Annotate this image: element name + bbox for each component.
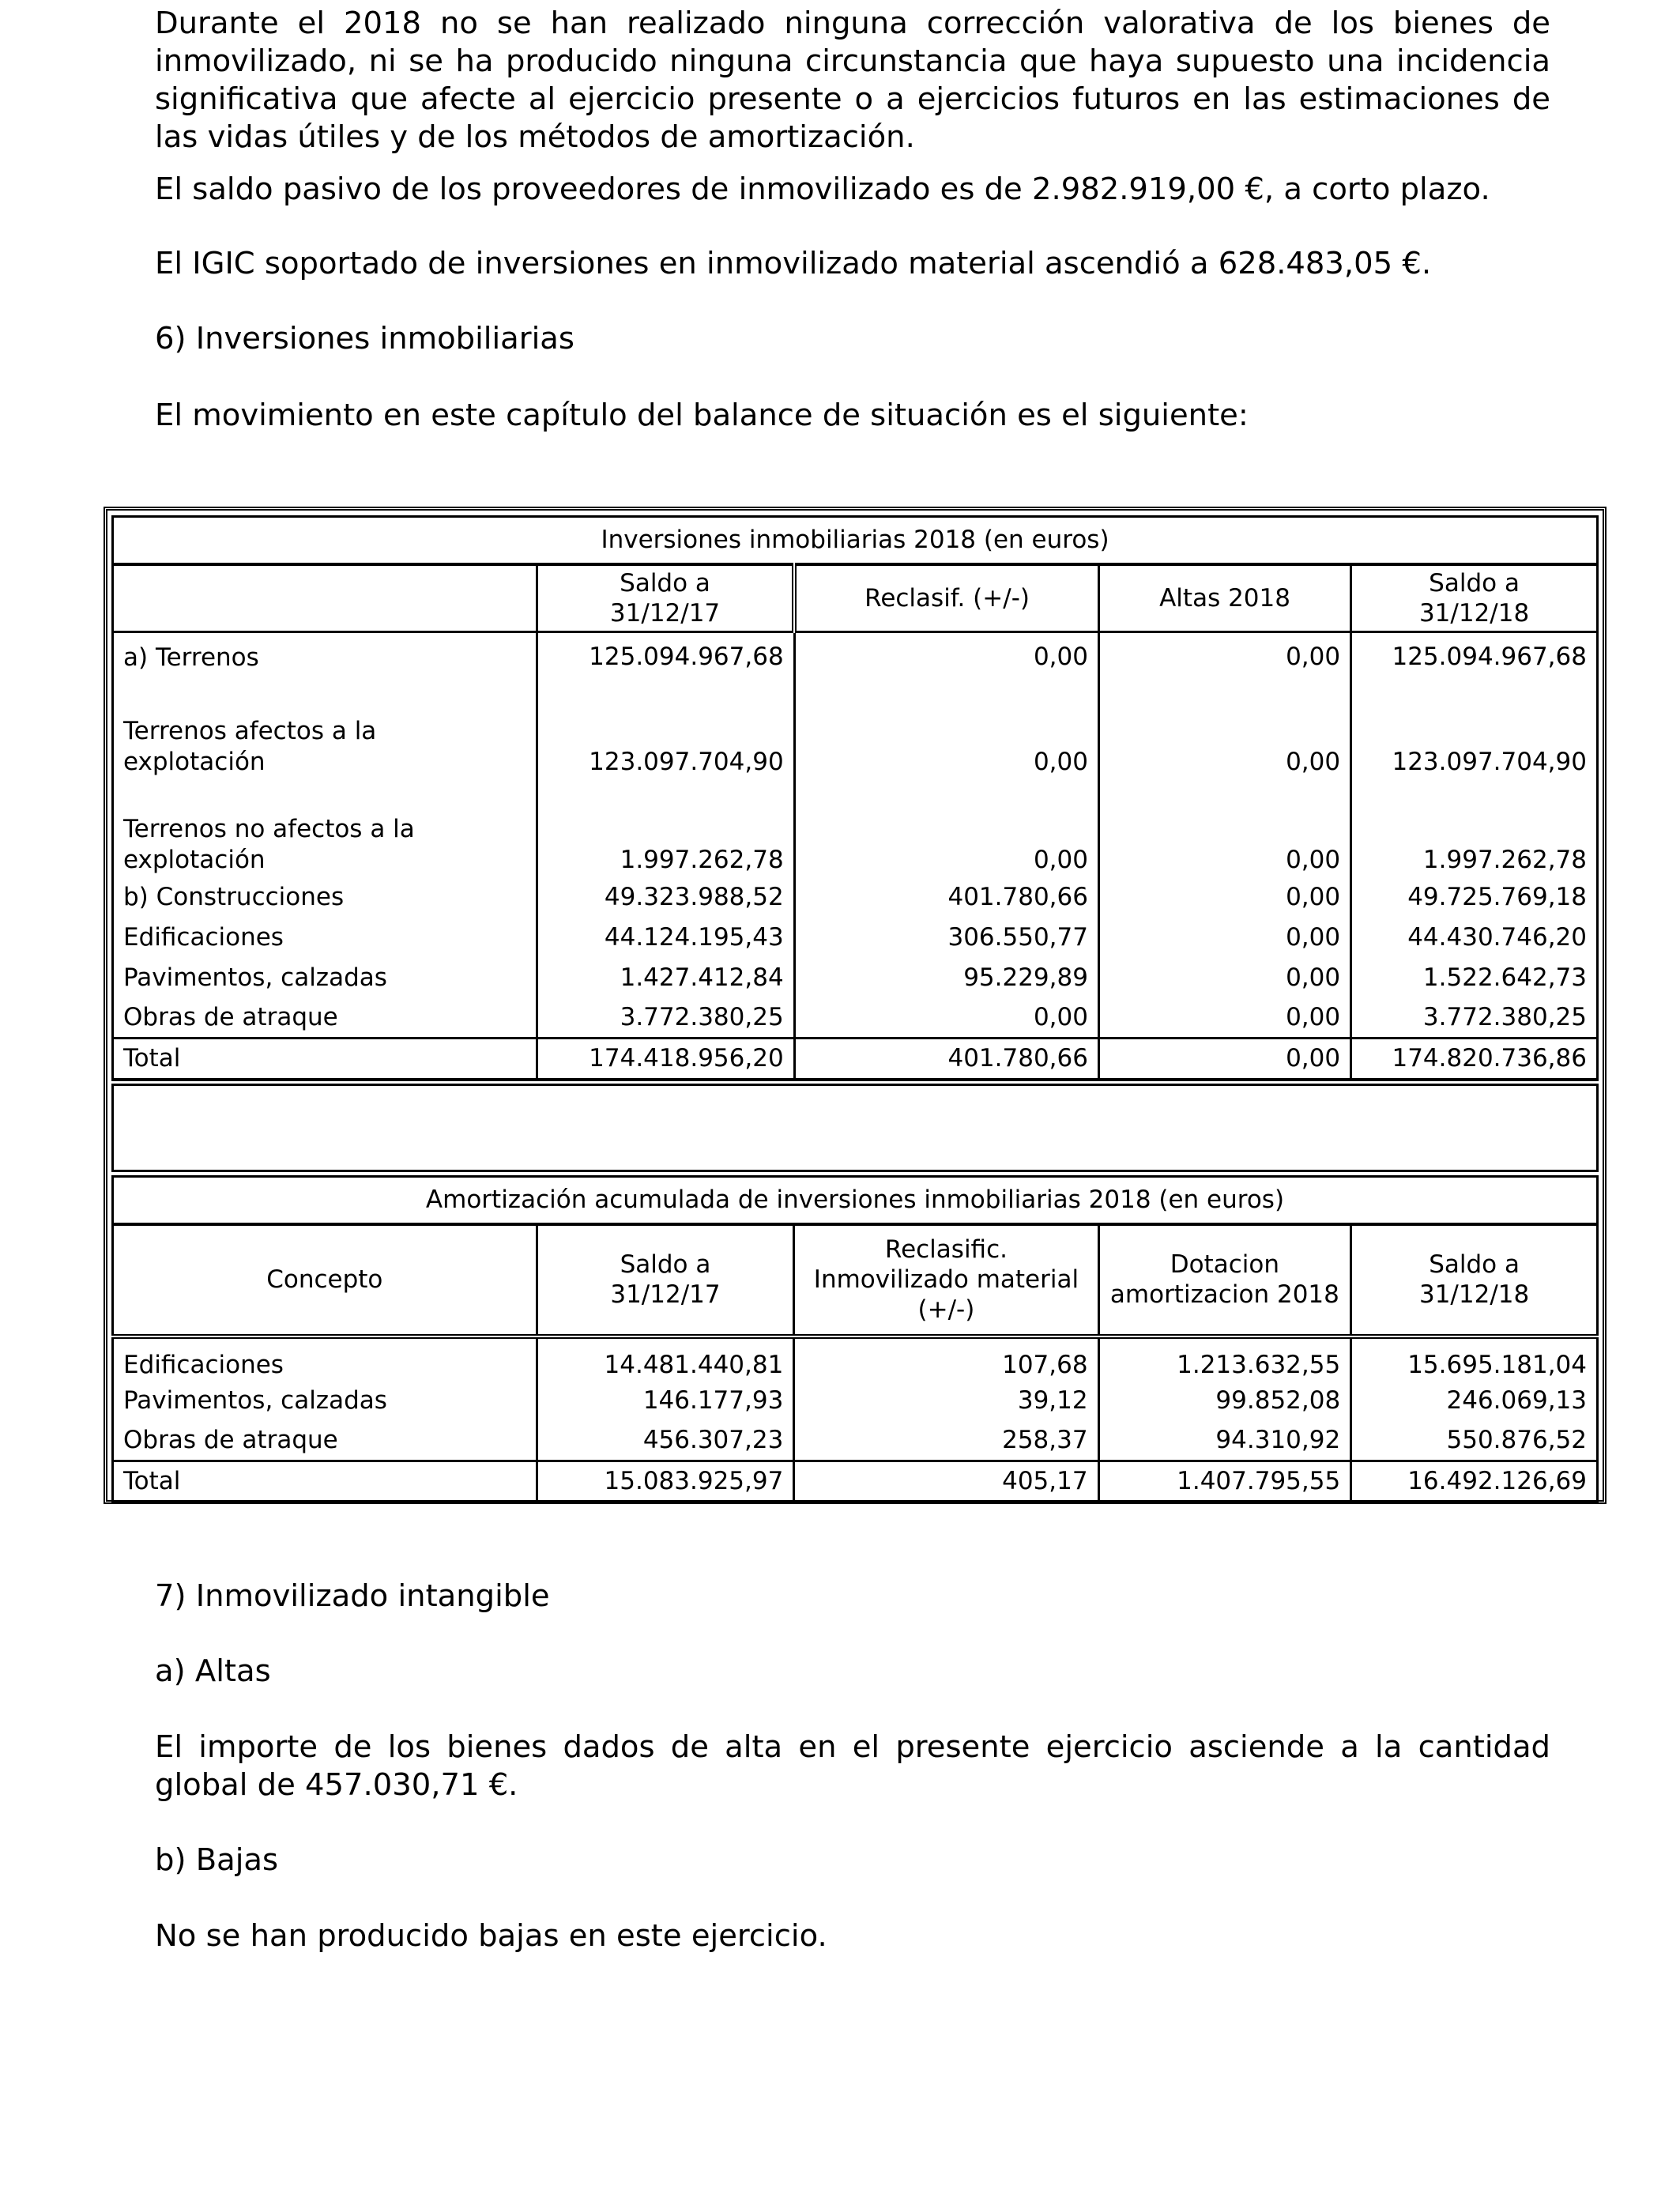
intro-line: significativa que afecte al ejercicio presente o a ejercicios futuros en las estimaciones de bbox=[155, 81, 1550, 117]
total-value: 174.418.956,20 bbox=[537, 1039, 794, 1080]
row-value: 0,00 bbox=[1098, 918, 1350, 958]
row-value: 3.772.380,25 bbox=[537, 998, 794, 1039]
row-value: 39,12 bbox=[794, 1381, 1098, 1421]
total-value: 0,00 bbox=[1098, 1039, 1350, 1080]
row-value: 49.323.988,52 bbox=[537, 877, 794, 918]
table-header-cell bbox=[1351, 564, 1598, 632]
row-value: 1.522.642,73 bbox=[1351, 958, 1598, 998]
row-label: Obras de atraque bbox=[113, 998, 537, 1039]
row-value: 0,00 bbox=[1098, 779, 1350, 877]
header-saldo-1217: Saldo a bbox=[620, 1250, 711, 1279]
bajas-text: No se han producido bajas en este ejercicio. bbox=[155, 1918, 827, 1954]
table-row bbox=[113, 779, 1598, 877]
row-value: 1.997.262,78 bbox=[537, 779, 794, 877]
intro-line: las vidas útiles y de los métodos de amortización. bbox=[155, 119, 915, 155]
header-reclasific-line: Inmovilizado material bbox=[813, 1265, 1079, 1294]
section-6-title: 6) Inversiones inmobiliarias bbox=[155, 321, 574, 356]
header-saldo-1218-date: 31/12/18 bbox=[1418, 598, 1530, 628]
header-saldo-1218-date: 31/12/18 bbox=[1418, 1280, 1530, 1309]
header-dotacion-line: amortizacion 2018 bbox=[1109, 1280, 1339, 1309]
amortizacion-table bbox=[111, 1175, 1599, 1504]
row-value: 44.124.195,43 bbox=[537, 918, 794, 958]
row-value: 0,00 bbox=[794, 632, 1098, 681]
header-reclasific-line: (+/-) bbox=[917, 1295, 975, 1324]
row-value: 0,00 bbox=[1098, 958, 1350, 998]
row-label: b) Construcciones bbox=[113, 877, 537, 918]
row-value: 0,00 bbox=[1098, 998, 1350, 1039]
row-label bbox=[113, 779, 537, 877]
total-value: 15.083.925,97 bbox=[537, 1461, 794, 1502]
row-value: 1.213.632,55 bbox=[1098, 1336, 1351, 1381]
total-value: 401.780,66 bbox=[794, 1039, 1098, 1080]
row-value: 0,00 bbox=[794, 998, 1098, 1039]
amortizacion-table-title: Amortización acumulada de inversiones inmobiliarias 2018 (en euros) bbox=[113, 1177, 1598, 1224]
total-row bbox=[113, 1461, 1598, 1502]
row-label-line: Terrenos afectos a la bbox=[123, 716, 377, 745]
row-label bbox=[113, 681, 537, 779]
section-7-title: 7) Inmovilizado intangible bbox=[155, 1578, 550, 1614]
table-row bbox=[113, 1336, 1598, 1381]
header-reclasif: Reclasif. (+/-) bbox=[794, 564, 1098, 632]
total-row bbox=[113, 1039, 1598, 1080]
row-label-line: explotación bbox=[123, 747, 266, 776]
table-row bbox=[113, 958, 1598, 998]
row-value: 15.695.181,04 bbox=[1351, 1336, 1598, 1381]
row-value: 94.310,92 bbox=[1098, 1421, 1351, 1461]
row-value: 125.094.967,68 bbox=[1351, 632, 1598, 681]
intro-paragraph bbox=[155, 5, 1550, 156]
row-value: 0,00 bbox=[1098, 877, 1350, 918]
row-value: 107,68 bbox=[794, 1336, 1098, 1381]
row-label: Pavimentos, calzadas bbox=[113, 1381, 537, 1421]
intro-line: inmovilizado, ni se ha producido ninguna circunstancia que haya supuesto una incidencia bbox=[155, 43, 1550, 79]
row-value: 1.997.262,78 bbox=[1351, 779, 1598, 877]
altas-paragraph bbox=[155, 1728, 1550, 1804]
total-value: 16.492.126,69 bbox=[1351, 1461, 1598, 1502]
table-header-cell bbox=[1098, 1224, 1351, 1336]
row-value: 0,00 bbox=[1098, 632, 1350, 681]
table-row bbox=[113, 918, 1598, 958]
row-label: Pavimentos, calzadas bbox=[113, 958, 537, 998]
header-saldo-1217: Saldo a bbox=[620, 568, 710, 598]
row-value: 0,00 bbox=[794, 779, 1098, 877]
row-value: 14.481.440,81 bbox=[537, 1336, 794, 1381]
row-value: 0,00 bbox=[1098, 681, 1350, 779]
row-value: 306.550,77 bbox=[794, 918, 1098, 958]
row-value: 99.852,08 bbox=[1098, 1381, 1351, 1421]
altas-title: a) Altas bbox=[155, 1653, 271, 1689]
table-row bbox=[113, 877, 1598, 918]
tables-frame bbox=[104, 507, 1607, 1504]
row-value: 246.069,13 bbox=[1351, 1381, 1598, 1421]
total-label: Total bbox=[113, 1461, 537, 1502]
row-label-line: Terrenos no afectos a la bbox=[123, 814, 415, 843]
section-6-intro: El movimiento en este capítulo del balance de situación es el siguiente: bbox=[155, 398, 1249, 433]
row-value: 49.725.769,18 bbox=[1351, 877, 1598, 918]
table-row bbox=[113, 998, 1598, 1039]
table-row bbox=[113, 1381, 1598, 1421]
table-row bbox=[113, 1421, 1598, 1461]
row-value: 3.772.380,25 bbox=[1351, 998, 1598, 1039]
row-value: 456.307,23 bbox=[537, 1421, 794, 1461]
row-value: 258,37 bbox=[794, 1421, 1098, 1461]
total-value: 174.820.736,86 bbox=[1351, 1039, 1598, 1080]
bajas-title: b) Bajas bbox=[155, 1842, 279, 1878]
igic-text: El IGIC soportado de inversiones en inmovilizado material ascendió a 628.483,05 €. bbox=[155, 246, 1432, 281]
row-value: 123.097.704,90 bbox=[537, 681, 794, 779]
row-value: 44.430.746,20 bbox=[1351, 918, 1598, 958]
header-saldo-1218: Saldo a bbox=[1429, 1250, 1520, 1279]
row-label: Obras de atraque bbox=[113, 1421, 537, 1461]
row-label: Edificaciones bbox=[113, 918, 537, 958]
row-value: 95.229,89 bbox=[794, 958, 1098, 998]
header-saldo-1218: Saldo a bbox=[1429, 568, 1520, 598]
header-dotacion: Dotacion bbox=[1170, 1250, 1280, 1279]
header-concepto: Concepto bbox=[113, 1224, 537, 1336]
inversiones-table-title: Inversiones inmobiliarias 2018 (en euros) bbox=[113, 517, 1598, 564]
table-header-cell bbox=[794, 1224, 1098, 1336]
table-header-cell bbox=[537, 564, 794, 632]
header-saldo-1217-date: 31/12/17 bbox=[610, 1280, 721, 1309]
inversiones-table bbox=[111, 515, 1599, 1081]
intro-line: Durante el 2018 no se han realizado ninguna corrección valorativa de los bienes de bbox=[155, 6, 1550, 41]
row-value: 401.780,66 bbox=[794, 877, 1098, 918]
table-spacer-row bbox=[111, 1084, 1599, 1172]
header-saldo-1217-date: 31/12/17 bbox=[609, 598, 721, 628]
total-value: 405,17 bbox=[794, 1461, 1098, 1502]
total-label: Total bbox=[113, 1039, 537, 1080]
table-header-cell bbox=[537, 1224, 794, 1336]
table-header-cell bbox=[113, 564, 537, 632]
table-row bbox=[113, 632, 1598, 681]
row-label: a) Terrenos bbox=[113, 632, 537, 681]
row-value: 125.094.967,68 bbox=[537, 632, 794, 681]
row-value: 123.097.704,90 bbox=[1351, 681, 1598, 779]
saldo-pasivo-text: El saldo pasivo de los proveedores de inmovilizado es de 2.982.919,00 €, a corto plazo. bbox=[155, 172, 1490, 207]
row-value: 550.876,52 bbox=[1351, 1421, 1598, 1461]
row-label: Edificaciones bbox=[113, 1336, 537, 1381]
row-value: 1.427.412,84 bbox=[537, 958, 794, 998]
table-row bbox=[113, 681, 1598, 779]
row-label-line: explotación bbox=[123, 845, 266, 874]
header-altas: Altas 2018 bbox=[1098, 564, 1350, 632]
altas-line: El importe de los bienes dados de alta en el presente ejercicio asciende a la cantidad bbox=[155, 1729, 1550, 1765]
altas-line: global de 457.030,71 €. bbox=[155, 1767, 518, 1803]
total-value: 1.407.795,55 bbox=[1098, 1461, 1351, 1502]
header-reclasific: Reclasific. bbox=[884, 1235, 1008, 1264]
row-value: 0,00 bbox=[794, 681, 1098, 779]
row-value: 146.177,93 bbox=[537, 1381, 794, 1421]
table-header-cell bbox=[1351, 1224, 1598, 1336]
